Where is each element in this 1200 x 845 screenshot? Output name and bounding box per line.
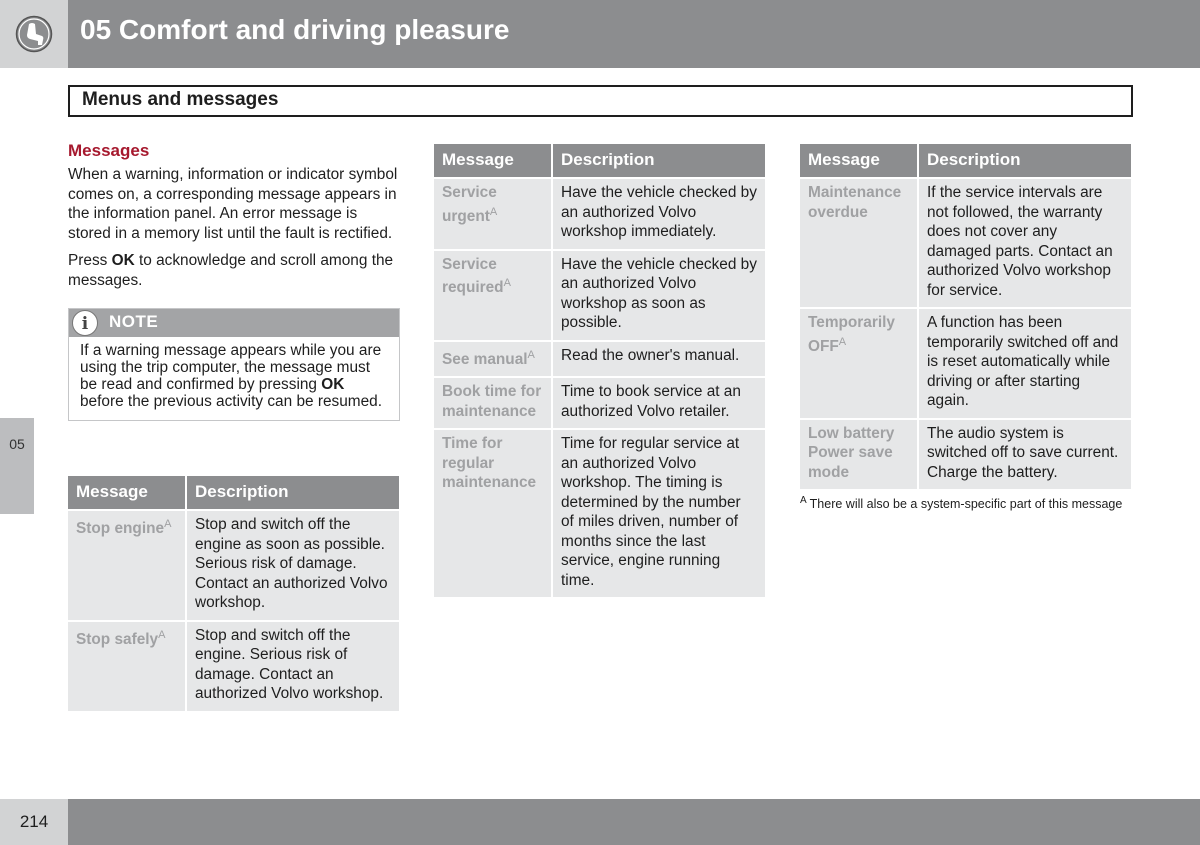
messages-heading: Messages	[68, 141, 150, 160]
table-row	[800, 309, 1131, 418]
description-cell: The audio system is switched off to save current. Charge the battery.	[919, 420, 1131, 490]
description-cell: Read the owner's manual.	[553, 342, 765, 377]
footnote	[800, 495, 1122, 511]
description-column-header: Description	[919, 144, 1131, 177]
description-column-header: Description	[553, 144, 765, 177]
message-cell	[800, 420, 917, 490]
description-cell: If the service intervals are not followed, the warranty does not cover any damaged parts. Contact an authorized Volvo workshop for service.	[919, 179, 1131, 307]
message-table-3	[798, 142, 1133, 491]
footnote-marker: A	[527, 348, 535, 361]
note-header	[69, 309, 399, 337]
message-cell	[434, 430, 551, 597]
page-number-box	[0, 799, 68, 845]
note-body	[69, 337, 399, 420]
table-row	[800, 179, 1131, 307]
message-text: Service urgent	[442, 184, 497, 225]
message-cell	[434, 179, 551, 249]
description-cell: Time to book service at an authorized Volvo retailer.	[553, 378, 765, 428]
info-icon-glyph: i	[81, 313, 89, 334]
description-cell: Stop and switch off the engine. Serious risk of damage. Contact an authorized Volvo workshop.	[187, 622, 399, 711]
page-number: 214	[19, 812, 49, 831]
table-header-row	[434, 144, 765, 177]
description-cell: A function has been temporarily switched off and is reset automatically while driving or after starting again.	[919, 309, 1131, 418]
footnote-marker: A	[800, 495, 807, 506]
table-row	[434, 251, 765, 340]
section-title-box	[68, 85, 1133, 117]
description-cell: Time for regular service at an authorized Volvo workshop. The timing is determined by the number of miles driven, number of months since the last service, engine running time.	[553, 430, 765, 597]
message-text: Temporarily OFF	[808, 314, 895, 355]
table-header-row	[800, 144, 1131, 177]
ok-instruction-prefix: Press	[68, 252, 112, 270]
message-column-header: Message	[68, 476, 185, 509]
intro-paragraph: When a warning, information or indicator symbol comes on, a corresponding message appears in the information panel. An error message is stored in a memory list until the fault is rectified.	[68, 166, 398, 242]
chapter-icon-box	[0, 0, 68, 68]
message-text: Maintenance overdue	[808, 184, 902, 221]
message-table-1	[66, 474, 401, 713]
ok-instruction-paragraph	[68, 251, 400, 290]
footnote-text: There will also be a system-specific part of this message	[809, 497, 1123, 512]
table-row	[434, 430, 765, 597]
message-cell	[68, 622, 185, 711]
message-cell	[434, 342, 551, 377]
note-text-prefix: If a warning message appears while you are using the trip computer, the message must be read and confirmed by pressing	[80, 341, 382, 394]
message-text: Service required	[442, 255, 504, 297]
note-title: NOTE	[109, 311, 159, 331]
message-text: See manual	[442, 350, 528, 368]
message-text: Low battery Power save mode	[808, 424, 895, 481]
message-text: Stop safely	[76, 630, 159, 648]
section-title: Menus and messages	[82, 89, 279, 110]
table-header-row	[68, 476, 399, 509]
message-text: Book time for maintenance	[442, 383, 542, 420]
description-cell: Have the vehicle checked by an authorized Volvo workshop as soon as possible.	[553, 251, 765, 340]
chapter-header-bar	[0, 0, 1200, 68]
message-table-2	[432, 142, 767, 599]
info-icon	[72, 310, 98, 336]
message-column-header: Message	[434, 144, 551, 177]
table-row	[434, 342, 765, 377]
note-text-key: OK	[321, 376, 345, 394]
note-box	[68, 308, 400, 421]
chapter-side-tab	[0, 418, 34, 514]
message-text: Stop engine	[76, 520, 165, 538]
message-cell	[800, 309, 917, 418]
note-text-suffix: before the previous activity can be resumed.	[80, 393, 382, 411]
message-text: Time for regular maintenance	[442, 435, 537, 492]
table-row	[434, 378, 765, 428]
description-cell: Stop and switch off the engine as soon as possible. Serious risk of damage. Contact an authorized Volvo workshop.	[187, 511, 399, 620]
footnote-marker: A	[158, 628, 166, 641]
seat-icon	[15, 15, 53, 53]
message-cell	[434, 251, 551, 340]
table-row	[800, 420, 1131, 490]
table-row	[68, 511, 399, 620]
table-row	[434, 179, 765, 249]
chapter-title: 05 Comfort and driving pleasure	[80, 14, 510, 45]
table-row	[68, 622, 399, 711]
description-cell: Have the vehicle checked by an authorized Volvo workshop immediately.	[553, 179, 765, 249]
message-cell	[800, 179, 917, 307]
message-cell	[68, 511, 185, 620]
footnote-marker: A	[164, 518, 172, 530]
footnote-marker: A	[838, 335, 847, 348]
ok-instruction-key: OK	[111, 252, 135, 270]
description-column-header: Description	[187, 476, 399, 509]
footnote-marker: A	[489, 205, 498, 218]
footnote-marker: A	[503, 277, 511, 289]
page-footer-bar	[0, 799, 1200, 845]
ok-instruction-suffix: to acknowledge and scroll among the messages.	[68, 252, 394, 289]
message-column-header: Message	[800, 144, 917, 177]
message-cell	[434, 378, 551, 428]
intro-column	[68, 140, 400, 421]
chapter-side-tab-label: 05	[9, 436, 25, 452]
